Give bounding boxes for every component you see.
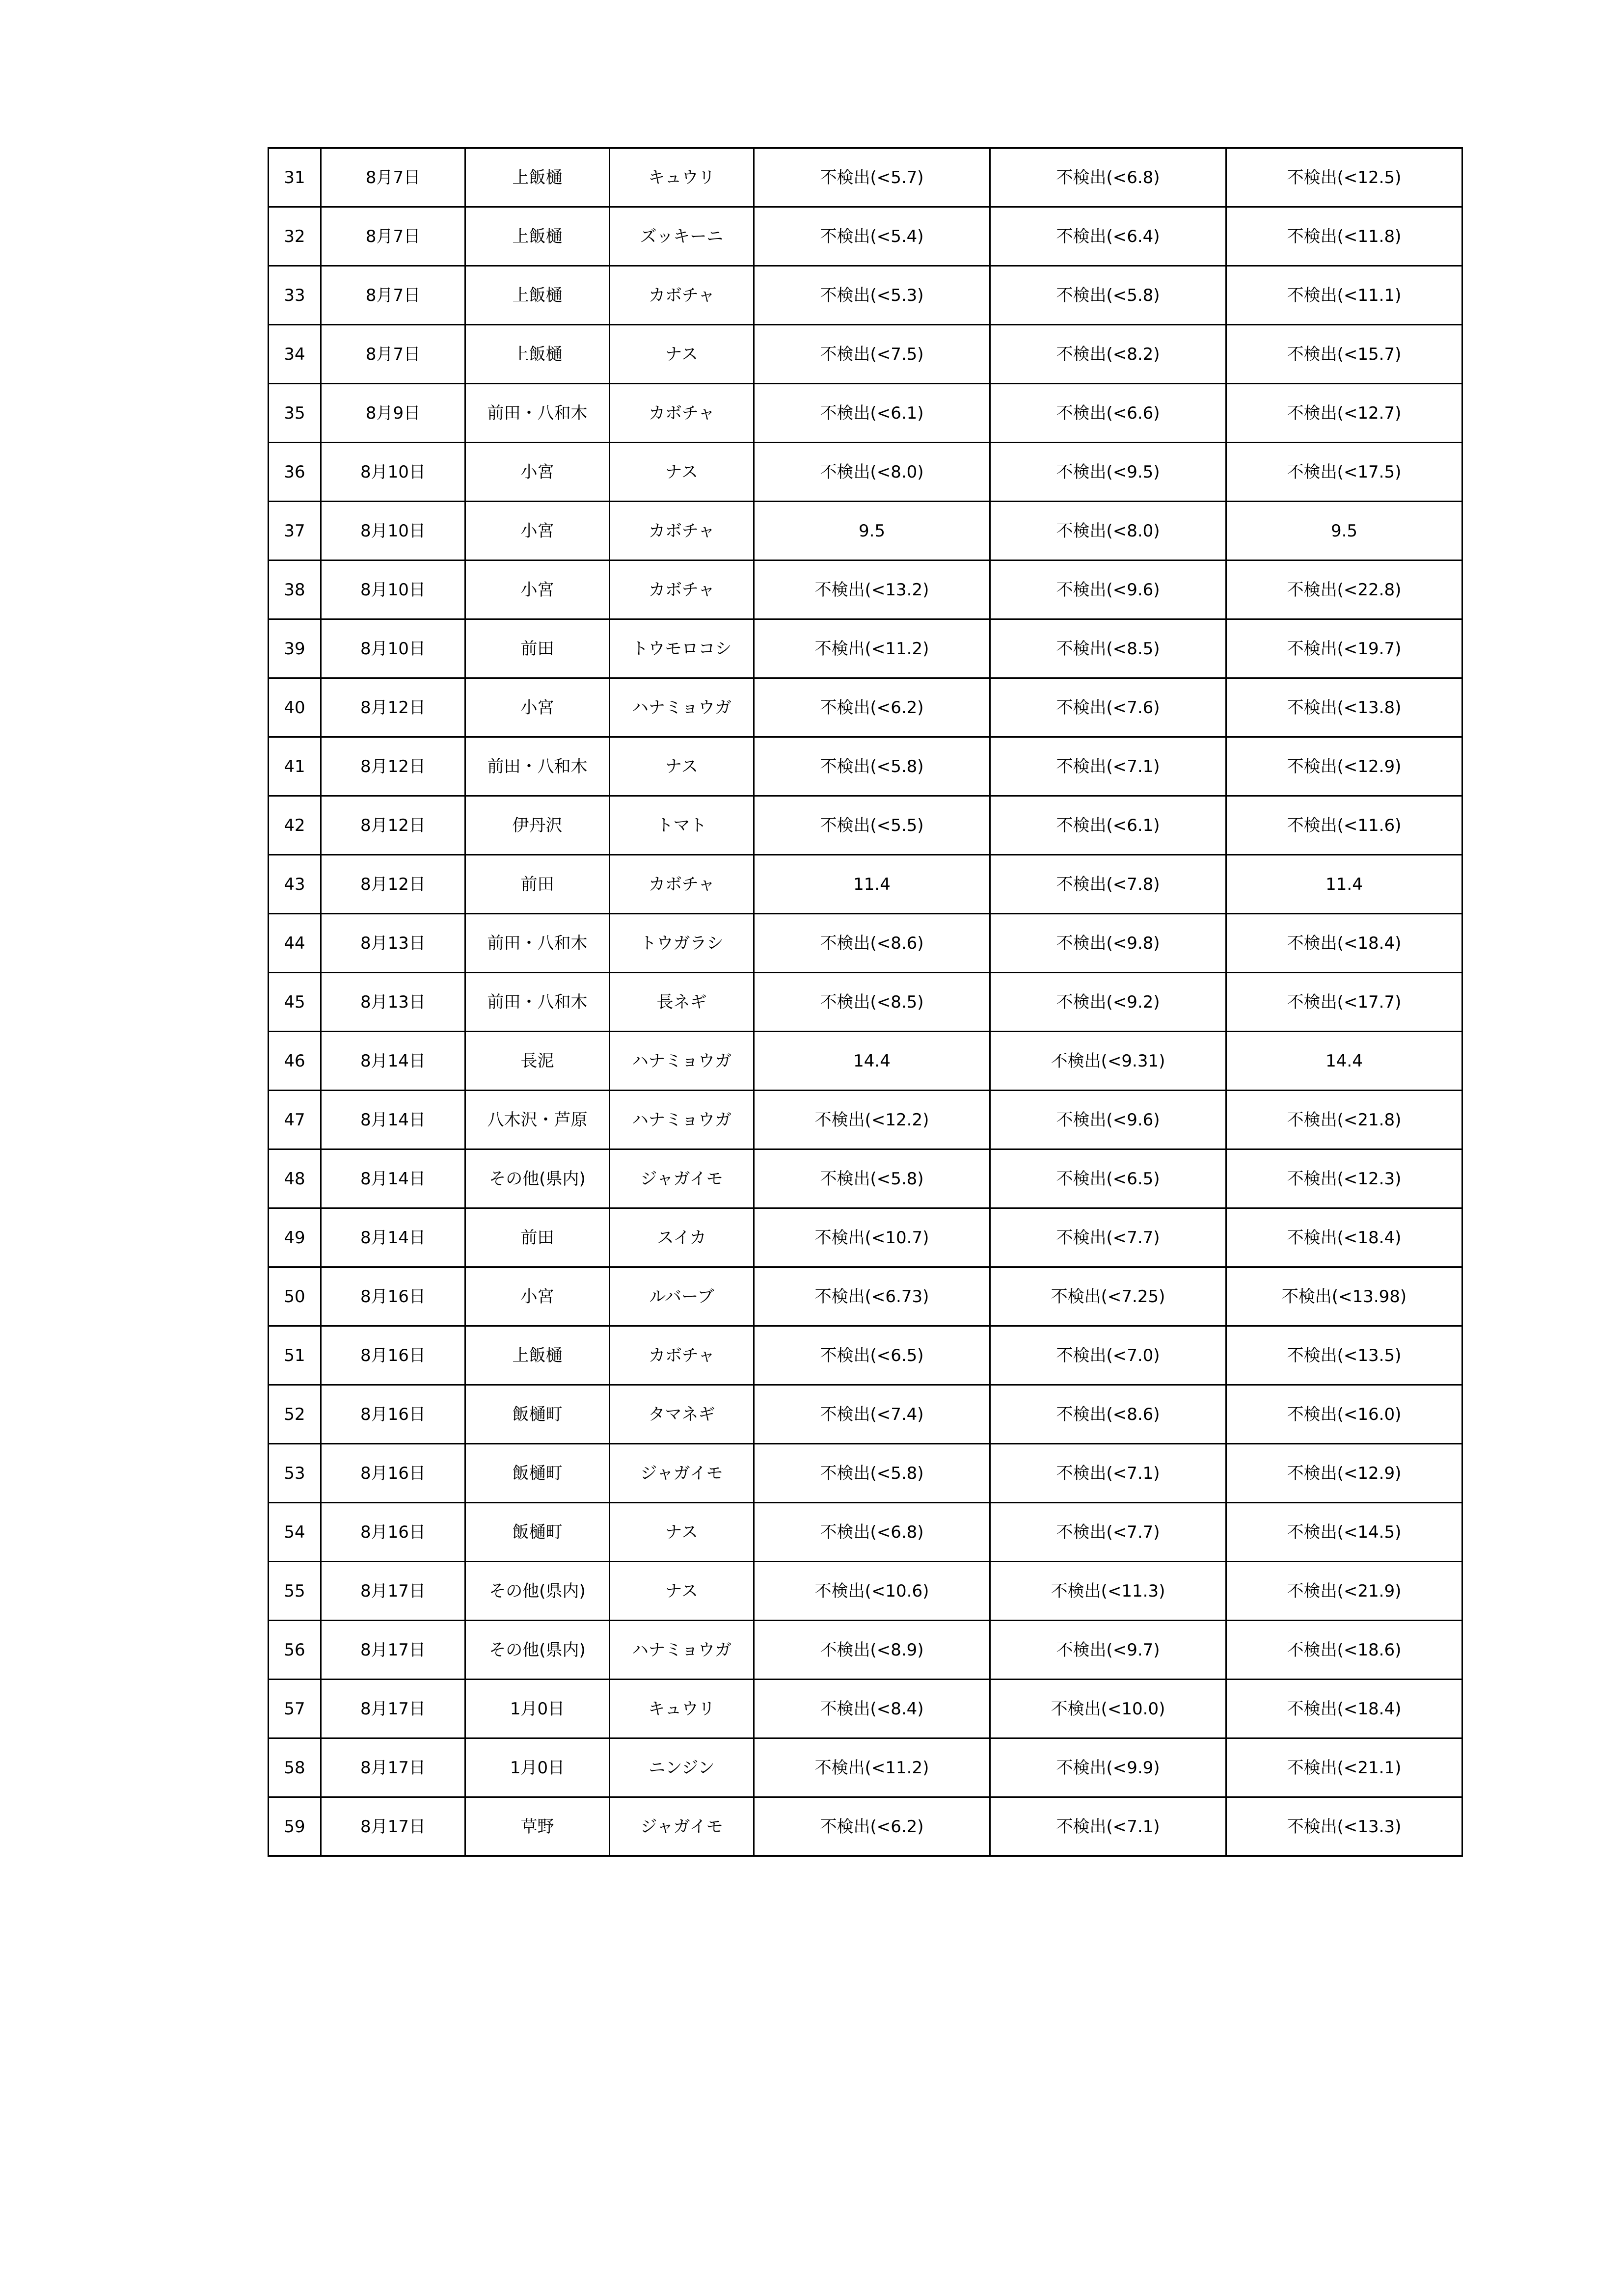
date-cell: 8月7日 <box>321 148 465 207</box>
measurement-2-cell: 不検出(<9.6) <box>990 1091 1226 1149</box>
row-number-cell: 36 <box>269 443 321 502</box>
row-number-cell: 43 <box>269 855 321 914</box>
table-row <box>269 855 1462 914</box>
item-name-cell: ナス <box>610 325 754 384</box>
measurement-2-cell: 不検出(<7.7) <box>990 1503 1226 1562</box>
measurement-2-cell: 不検出(<7.8) <box>990 855 1226 914</box>
table-row <box>269 1503 1462 1562</box>
measurement-1-cell: 不検出(<7.4) <box>754 1385 990 1444</box>
measurement-total-cell: 9.5 <box>1226 502 1462 561</box>
date-cell: 8月14日 <box>321 1208 465 1267</box>
location-cell: 飯樋町 <box>465 1503 610 1562</box>
item-name-cell: カボチャ <box>610 1326 754 1385</box>
measurement-2-cell: 不検出(<7.1) <box>990 737 1226 796</box>
table-row <box>269 1444 1462 1503</box>
item-name-cell: カボチャ <box>610 502 754 561</box>
row-number-cell: 47 <box>269 1091 321 1149</box>
row-number-cell: 42 <box>269 796 321 855</box>
measurement-total-cell: 不検出(<12.7) <box>1226 384 1462 443</box>
measurement-total-cell: 不検出(<11.8) <box>1226 207 1462 266</box>
row-number-cell: 57 <box>269 1680 321 1738</box>
measurement-1-cell: 不検出(<11.2) <box>754 1738 990 1797</box>
results-table-body <box>269 148 1462 1856</box>
location-cell: 前田・八和木 <box>465 973 610 1032</box>
location-cell: 上飯樋 <box>465 207 610 266</box>
measurement-1-cell: 不検出(<8.5) <box>754 973 990 1032</box>
date-cell: 8月13日 <box>321 973 465 1032</box>
measurement-1-cell: 不検出(<8.9) <box>754 1621 990 1680</box>
item-name-cell: カボチャ <box>610 561 754 619</box>
measurement-total-cell: 不検出(<18.6) <box>1226 1621 1462 1680</box>
item-name-cell: ジャガイモ <box>610 1444 754 1503</box>
table-row <box>269 325 1462 384</box>
location-cell: その他(県内) <box>465 1149 610 1208</box>
item-name-cell: キュウリ <box>610 148 754 207</box>
row-number-cell: 39 <box>269 619 321 678</box>
item-name-cell: ハナミョウガ <box>610 1032 754 1091</box>
measurement-1-cell: 不検出(<12.2) <box>754 1091 990 1149</box>
measurement-total-cell: 不検出(<17.7) <box>1226 973 1462 1032</box>
measurement-2-cell: 不検出(<7.1) <box>990 1797 1226 1856</box>
measurement-1-cell: 14.4 <box>754 1032 990 1091</box>
measurement-1-cell: 不検出(<8.0) <box>754 443 990 502</box>
item-name-cell: ナス <box>610 1562 754 1621</box>
row-number-cell: 50 <box>269 1267 321 1326</box>
location-cell: 上飯樋 <box>465 148 610 207</box>
measurement-total-cell: 不検出(<22.8) <box>1226 561 1462 619</box>
date-cell: 8月10日 <box>321 443 465 502</box>
row-number-cell: 48 <box>269 1149 321 1208</box>
results-table <box>268 147 1463 1857</box>
date-cell: 8月12日 <box>321 796 465 855</box>
measurement-1-cell: 不検出(<13.2) <box>754 561 990 619</box>
location-cell: 前田・八和木 <box>465 914 610 973</box>
date-cell: 8月16日 <box>321 1267 465 1326</box>
measurement-2-cell: 不検出(<6.6) <box>990 384 1226 443</box>
table-row <box>269 1208 1462 1267</box>
item-name-cell: ルバーブ <box>610 1267 754 1326</box>
measurement-2-cell: 不検出(<9.31) <box>990 1032 1226 1091</box>
date-cell: 8月17日 <box>321 1562 465 1621</box>
row-number-cell: 32 <box>269 207 321 266</box>
table-row <box>269 207 1462 266</box>
row-number-cell: 31 <box>269 148 321 207</box>
table-row <box>269 1738 1462 1797</box>
item-name-cell: カボチャ <box>610 384 754 443</box>
date-cell: 8月12日 <box>321 678 465 737</box>
location-cell: 1月0日 <box>465 1738 610 1797</box>
table-row <box>269 443 1462 502</box>
measurement-1-cell: 不検出(<8.4) <box>754 1680 990 1738</box>
item-name-cell: ハナミョウガ <box>610 1091 754 1149</box>
measurement-2-cell: 不検出(<9.2) <box>990 973 1226 1032</box>
location-cell: その他(県内) <box>465 1621 610 1680</box>
date-cell: 8月17日 <box>321 1738 465 1797</box>
row-number-cell: 55 <box>269 1562 321 1621</box>
table-row <box>269 384 1462 443</box>
measurement-2-cell: 不検出(<9.6) <box>990 561 1226 619</box>
item-name-cell: トマト <box>610 796 754 855</box>
measurement-2-cell: 不検出(<9.8) <box>990 914 1226 973</box>
location-cell: 前田・八和木 <box>465 384 610 443</box>
item-name-cell: ナス <box>610 737 754 796</box>
measurement-total-cell: 不検出(<11.6) <box>1226 796 1462 855</box>
measurement-total-cell: 不検出(<18.4) <box>1226 1680 1462 1738</box>
item-name-cell: ナス <box>610 1503 754 1562</box>
table-row <box>269 502 1462 561</box>
row-number-cell: 54 <box>269 1503 321 1562</box>
row-number-cell: 40 <box>269 678 321 737</box>
date-cell: 8月16日 <box>321 1326 465 1385</box>
table-row <box>269 619 1462 678</box>
table-row <box>269 266 1462 325</box>
measurement-2-cell: 不検出(<7.0) <box>990 1326 1226 1385</box>
date-cell: 8月9日 <box>321 384 465 443</box>
item-name-cell: カボチャ <box>610 266 754 325</box>
measurement-1-cell: 不検出(<8.6) <box>754 914 990 973</box>
table-row <box>269 1267 1462 1326</box>
row-number-cell: 52 <box>269 1385 321 1444</box>
item-name-cell: ズッキーニ <box>610 207 754 266</box>
table-row <box>269 1385 1462 1444</box>
measurement-total-cell: 不検出(<12.5) <box>1226 148 1462 207</box>
date-cell: 8月7日 <box>321 207 465 266</box>
row-number-cell: 59 <box>269 1797 321 1856</box>
location-cell: 1月0日 <box>465 1680 610 1738</box>
date-cell: 8月7日 <box>321 325 465 384</box>
measurement-2-cell: 不検出(<7.1) <box>990 1444 1226 1503</box>
item-name-cell: ジャガイモ <box>610 1149 754 1208</box>
row-number-cell: 38 <box>269 561 321 619</box>
table-row <box>269 1032 1462 1091</box>
location-cell: 小宮 <box>465 678 610 737</box>
item-name-cell: ハナミョウガ <box>610 678 754 737</box>
location-cell: 前田 <box>465 619 610 678</box>
measurement-total-cell: 不検出(<12.9) <box>1226 737 1462 796</box>
location-cell: 前田・八和木 <box>465 737 610 796</box>
location-cell: 上飯樋 <box>465 266 610 325</box>
location-cell: 小宮 <box>465 443 610 502</box>
item-name-cell: スイカ <box>610 1208 754 1267</box>
measurement-2-cell: 不検出(<8.6) <box>990 1385 1226 1444</box>
date-cell: 8月17日 <box>321 1621 465 1680</box>
location-cell: 飯樋町 <box>465 1444 610 1503</box>
item-name-cell: ハナミョウガ <box>610 1621 754 1680</box>
location-cell: 前田 <box>465 1208 610 1267</box>
measurement-total-cell: 不検出(<12.3) <box>1226 1149 1462 1208</box>
location-cell: 前田 <box>465 855 610 914</box>
row-number-cell: 35 <box>269 384 321 443</box>
measurement-2-cell: 不検出(<6.5) <box>990 1149 1226 1208</box>
measurement-1-cell: 不検出(<6.2) <box>754 1797 990 1856</box>
date-cell: 8月10日 <box>321 502 465 561</box>
measurement-2-cell: 不検出(<7.6) <box>990 678 1226 737</box>
measurement-2-cell: 不検出(<7.7) <box>990 1208 1226 1267</box>
table-row <box>269 1091 1462 1149</box>
measurement-total-cell: 不検出(<13.3) <box>1226 1797 1462 1856</box>
measurement-total-cell: 不検出(<18.4) <box>1226 914 1462 973</box>
measurement-total-cell: 14.4 <box>1226 1032 1462 1091</box>
location-cell: 上飯樋 <box>465 325 610 384</box>
measurement-1-cell: 不検出(<5.8) <box>754 1444 990 1503</box>
date-cell: 8月16日 <box>321 1503 465 1562</box>
row-number-cell: 44 <box>269 914 321 973</box>
table-row <box>269 561 1462 619</box>
location-cell: 飯樋町 <box>465 1385 610 1444</box>
measurement-1-cell: 不検出(<6.1) <box>754 384 990 443</box>
table-row <box>269 796 1462 855</box>
measurement-2-cell: 不検出(<6.1) <box>990 796 1226 855</box>
location-cell: 小宮 <box>465 561 610 619</box>
item-name-cell: トウモロコシ <box>610 619 754 678</box>
row-number-cell: 34 <box>269 325 321 384</box>
row-number-cell: 41 <box>269 737 321 796</box>
date-cell: 8月7日 <box>321 266 465 325</box>
measurement-2-cell: 不検出(<10.0) <box>990 1680 1226 1738</box>
row-number-cell: 46 <box>269 1032 321 1091</box>
date-cell: 8月14日 <box>321 1032 465 1091</box>
measurement-total-cell: 不検出(<16.0) <box>1226 1385 1462 1444</box>
measurement-2-cell: 不検出(<11.3) <box>990 1562 1226 1621</box>
measurement-total-cell: 不検出(<21.1) <box>1226 1738 1462 1797</box>
table-row <box>269 148 1462 207</box>
table-row <box>269 1149 1462 1208</box>
measurement-1-cell: 不検出(<5.3) <box>754 266 990 325</box>
measurement-1-cell: 不検出(<5.4) <box>754 207 990 266</box>
date-cell: 8月12日 <box>321 855 465 914</box>
date-cell: 8月10日 <box>321 619 465 678</box>
item-name-cell: キュウリ <box>610 1680 754 1738</box>
measurement-2-cell: 不検出(<8.0) <box>990 502 1226 561</box>
date-cell: 8月17日 <box>321 1797 465 1856</box>
location-cell: その他(県内) <box>465 1562 610 1621</box>
item-name-cell: ニンジン <box>610 1738 754 1797</box>
measurement-1-cell: 不検出(<10.7) <box>754 1208 990 1267</box>
row-number-cell: 33 <box>269 266 321 325</box>
measurement-1-cell: 不検出(<6.2) <box>754 678 990 737</box>
measurement-2-cell: 不検出(<9.9) <box>990 1738 1226 1797</box>
row-number-cell: 56 <box>269 1621 321 1680</box>
measurement-total-cell: 不検出(<13.98) <box>1226 1267 1462 1326</box>
measurement-total-cell: 不検出(<18.4) <box>1226 1208 1462 1267</box>
item-name-cell: カボチャ <box>610 855 754 914</box>
table-row <box>269 1562 1462 1621</box>
measurement-2-cell: 不検出(<6.8) <box>990 148 1226 207</box>
measurement-2-cell: 不検出(<8.2) <box>990 325 1226 384</box>
measurement-1-cell: 不検出(<6.8) <box>754 1503 990 1562</box>
location-cell: 小宮 <box>465 502 610 561</box>
row-number-cell: 51 <box>269 1326 321 1385</box>
measurement-total-cell: 不検出(<14.5) <box>1226 1503 1462 1562</box>
measurement-1-cell: 不検出(<6.73) <box>754 1267 990 1326</box>
measurement-1-cell: 不検出(<6.5) <box>754 1326 990 1385</box>
measurement-2-cell: 不検出(<8.5) <box>990 619 1226 678</box>
date-cell: 8月13日 <box>321 914 465 973</box>
measurement-1-cell: 不検出(<5.8) <box>754 737 990 796</box>
measurement-2-cell: 不検出(<7.25) <box>990 1267 1226 1326</box>
location-cell: 八木沢・芦原 <box>465 1091 610 1149</box>
table-row <box>269 737 1462 796</box>
location-cell: 伊丹沢 <box>465 796 610 855</box>
measurement-1-cell: 不検出(<5.8) <box>754 1149 990 1208</box>
measurement-1-cell: 9.5 <box>754 502 990 561</box>
row-number-cell: 49 <box>269 1208 321 1267</box>
measurement-total-cell: 11.4 <box>1226 855 1462 914</box>
table-row <box>269 678 1462 737</box>
date-cell: 8月12日 <box>321 737 465 796</box>
date-cell: 8月14日 <box>321 1091 465 1149</box>
measurement-1-cell: 不検出(<7.5) <box>754 325 990 384</box>
measurement-2-cell: 不検出(<6.4) <box>990 207 1226 266</box>
item-name-cell: ジャガイモ <box>610 1797 754 1856</box>
measurement-1-cell: 不検出(<5.5) <box>754 796 990 855</box>
date-cell: 8月17日 <box>321 1680 465 1738</box>
row-number-cell: 58 <box>269 1738 321 1797</box>
date-cell: 8月10日 <box>321 561 465 619</box>
table-row <box>269 1797 1462 1856</box>
table-row <box>269 1621 1462 1680</box>
table-row <box>269 973 1462 1032</box>
table-row <box>269 1326 1462 1385</box>
item-name-cell: タマネギ <box>610 1385 754 1444</box>
date-cell: 8月14日 <box>321 1149 465 1208</box>
item-name-cell: 長ネギ <box>610 973 754 1032</box>
measurement-total-cell: 不検出(<21.8) <box>1226 1091 1462 1149</box>
date-cell: 8月16日 <box>321 1444 465 1503</box>
measurement-1-cell: 不検出(<5.7) <box>754 148 990 207</box>
row-number-cell: 45 <box>269 973 321 1032</box>
measurement-total-cell: 不検出(<12.9) <box>1226 1444 1462 1503</box>
measurement-1-cell: 不検出(<10.6) <box>754 1562 990 1621</box>
measurement-total-cell: 不検出(<15.7) <box>1226 325 1462 384</box>
location-cell: 上飯樋 <box>465 1326 610 1385</box>
measurement-total-cell: 不検出(<13.8) <box>1226 678 1462 737</box>
table-row <box>269 914 1462 973</box>
measurement-2-cell: 不検出(<5.8) <box>990 266 1226 325</box>
table-row <box>269 1680 1462 1738</box>
location-cell: 長泥 <box>465 1032 610 1091</box>
measurement-1-cell: 不検出(<11.2) <box>754 619 990 678</box>
measurement-2-cell: 不検出(<9.7) <box>990 1621 1226 1680</box>
measurement-total-cell: 不検出(<11.1) <box>1226 266 1462 325</box>
location-cell: 草野 <box>465 1797 610 1856</box>
date-cell: 8月16日 <box>321 1385 465 1444</box>
measurement-2-cell: 不検出(<9.5) <box>990 443 1226 502</box>
measurement-total-cell: 不検出(<21.9) <box>1226 1562 1462 1621</box>
row-number-cell: 37 <box>269 502 321 561</box>
measurement-1-cell: 11.4 <box>754 855 990 914</box>
row-number-cell: 53 <box>269 1444 321 1503</box>
measurement-total-cell: 不検出(<17.5) <box>1226 443 1462 502</box>
measurement-total-cell: 不検出(<13.5) <box>1226 1326 1462 1385</box>
location-cell: 小宮 <box>465 1267 610 1326</box>
item-name-cell: トウガラシ <box>610 914 754 973</box>
measurement-total-cell: 不検出(<19.7) <box>1226 619 1462 678</box>
item-name-cell: ナス <box>610 443 754 502</box>
